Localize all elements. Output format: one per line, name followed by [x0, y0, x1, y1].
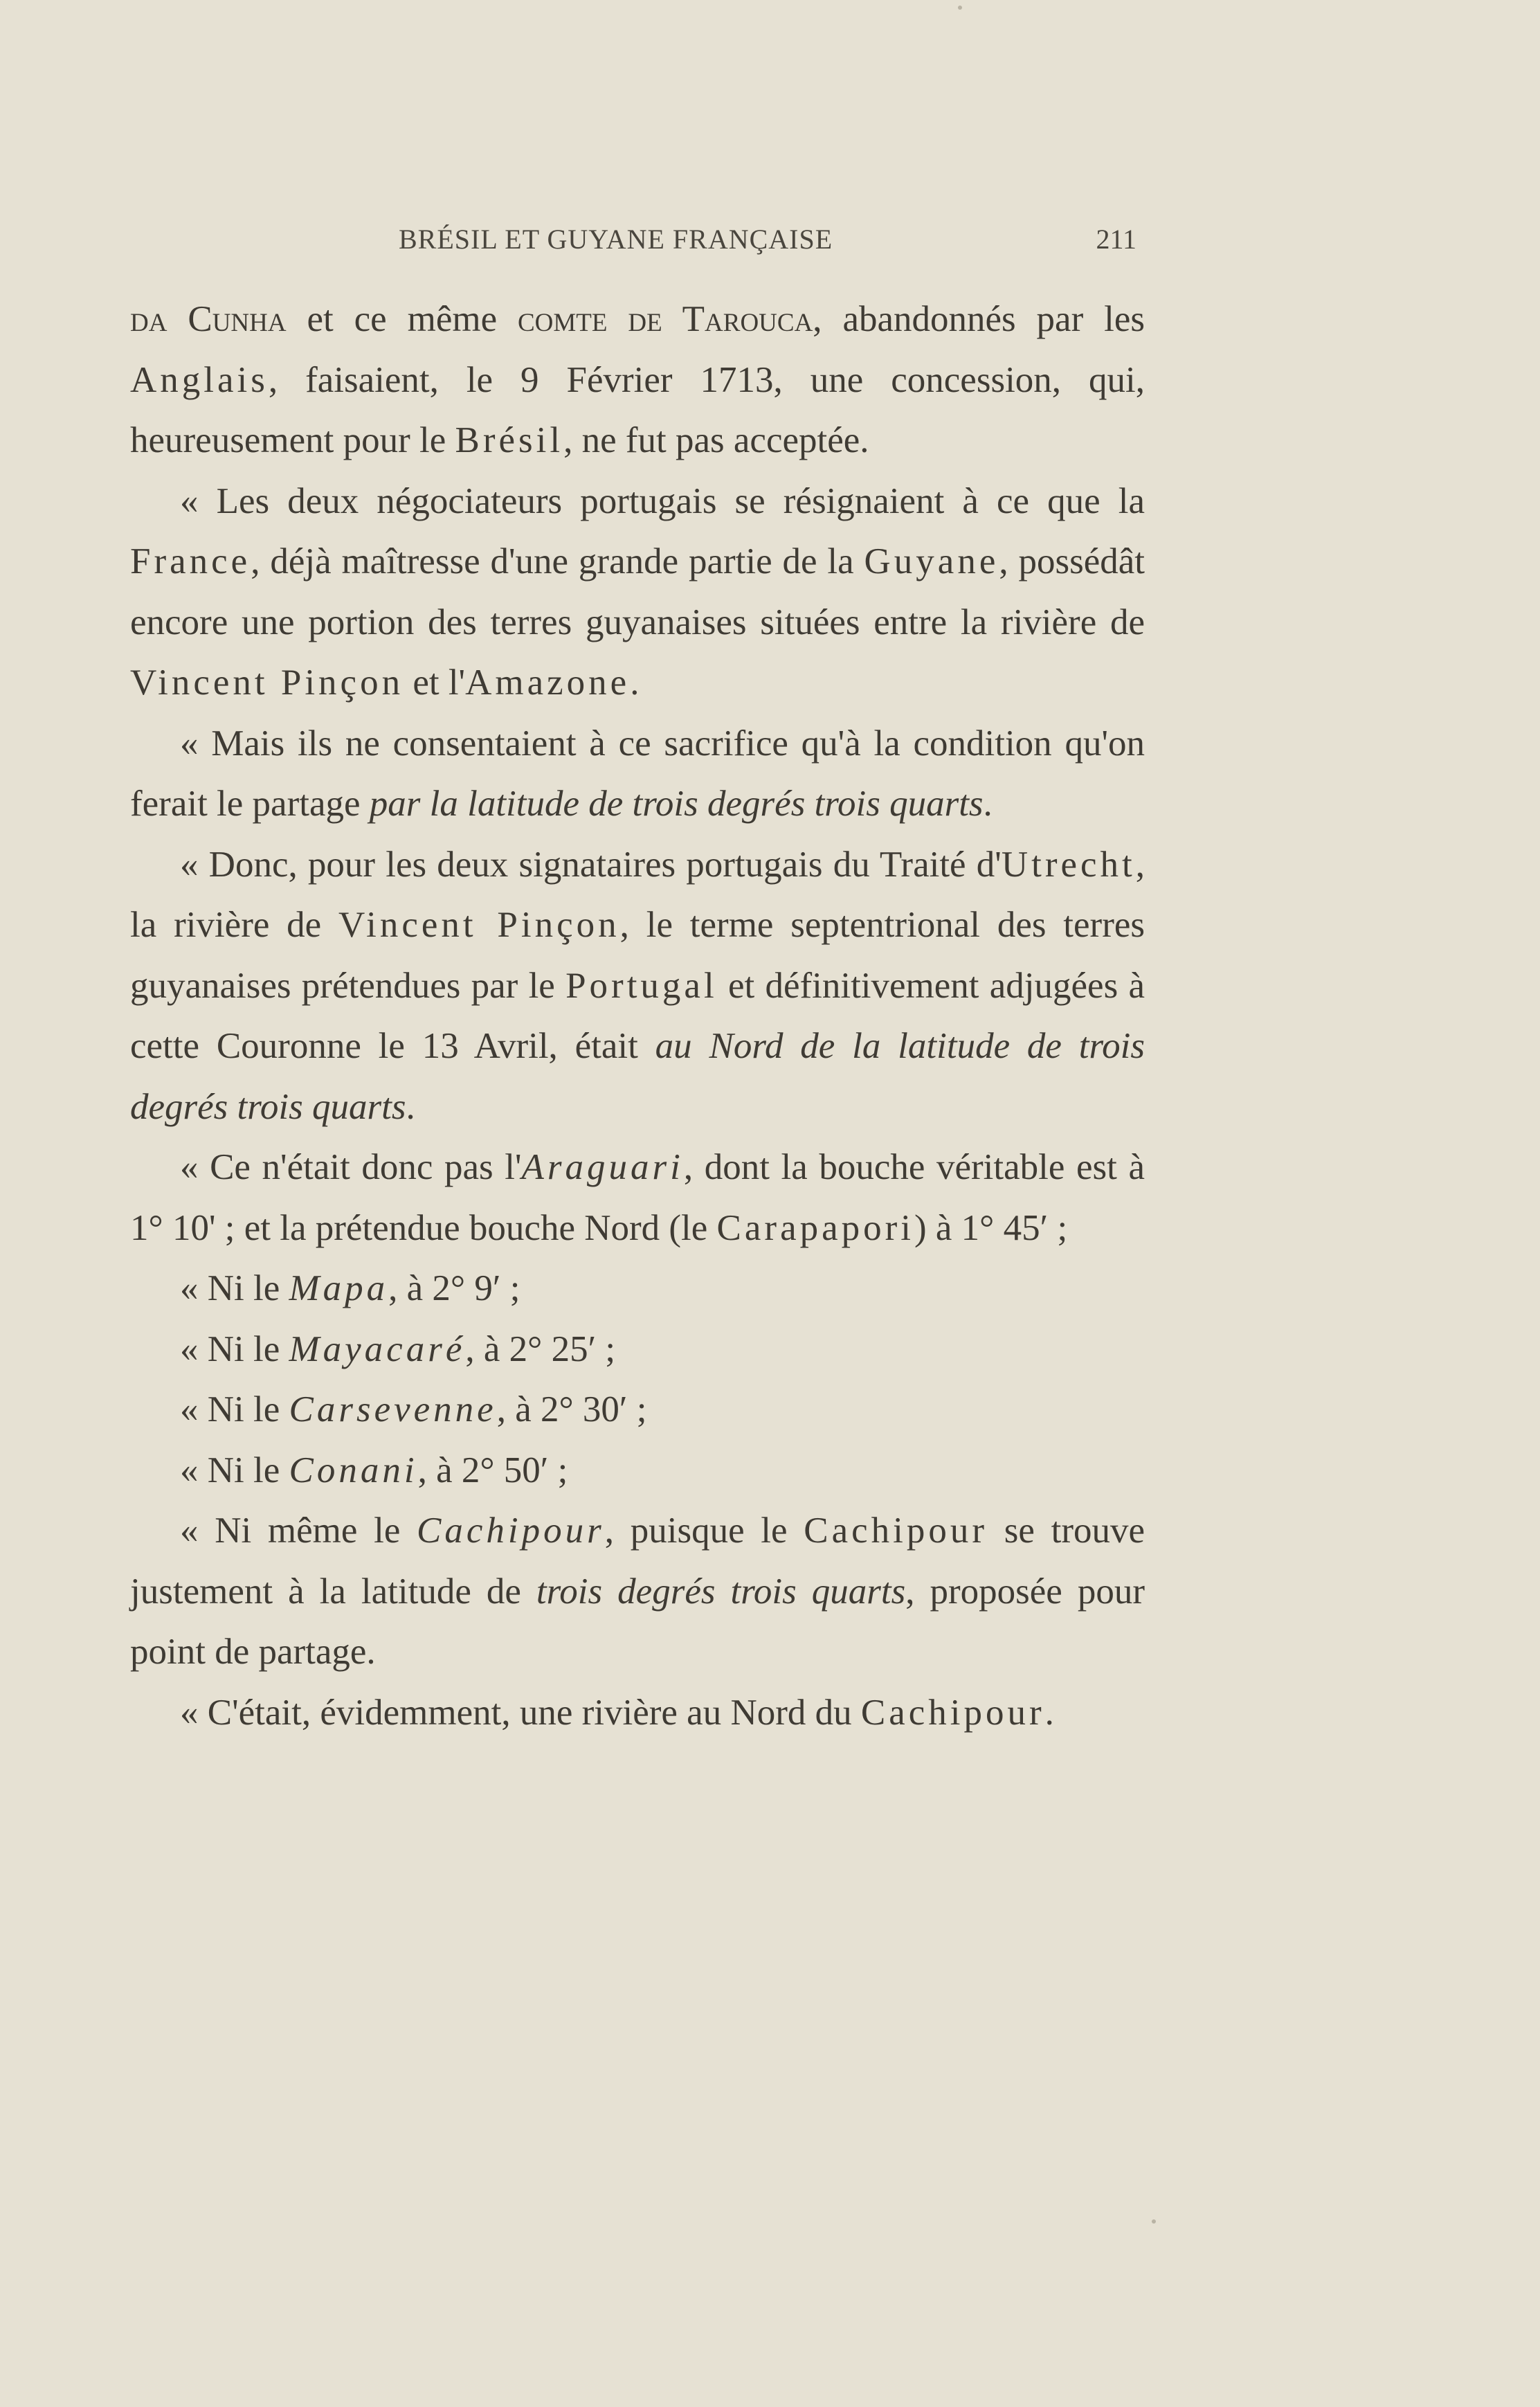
text-run: au Nord de la latitude de trois degrés trois quarts — [130, 1026, 1145, 1127]
text-run: et l' — [404, 662, 466, 703]
text-run: comte de Tarouca — [518, 299, 813, 339]
text-run: Araguari — [521, 1147, 684, 1187]
paper-speck — [1152, 2219, 1156, 2224]
text-run: « Ni le — [180, 1450, 289, 1490]
text-run: « Ni le — [180, 1328, 289, 1369]
text-run: , proposée pour point de partage. — [130, 1571, 1145, 1672]
text-run: Cachipour — [860, 1692, 1045, 1733]
text-run: Conani — [289, 1450, 418, 1490]
text-run: Amazone — [465, 662, 631, 703]
text-run: Vincent Pinçon — [130, 662, 404, 703]
paragraph — [130, 1319, 1145, 1380]
text-run: Mayacaré — [289, 1328, 466, 1369]
text-run: « Ni le — [180, 1389, 289, 1430]
text-run: « Les deux négociateurs portugais se résignaient à ce que la — [180, 480, 1145, 521]
text-run: Portugal — [565, 965, 718, 1006]
text-run: et ce même — [286, 299, 518, 339]
text-run: trois degrés trois quarts — [536, 1571, 906, 1612]
text-run: Cachipour — [804, 1511, 988, 1551]
text-run: , puisque le — [604, 1511, 804, 1551]
text-run: , dont la bouche véritable est à 1° 10' ; et la prétendue bouche Nord (le — [130, 1147, 1145, 1248]
paragraph — [130, 471, 1145, 714]
paragraph — [130, 1259, 1145, 1319]
text-run: . — [406, 1086, 415, 1127]
text-run: « Mais ils ne consentaient à ce sacrifice qu'à la condition qu'on ferait le partage — [130, 723, 1145, 824]
text-run: Brésil — [455, 420, 564, 460]
text-run: « Ni même le — [180, 1511, 417, 1551]
paragraph — [130, 1441, 1145, 1502]
text-run: , déjà maîtresse d'une grande partie de la — [251, 541, 864, 582]
paragraph — [130, 289, 1145, 471]
text-run: « C'était, évidemment, une rivière au Nord du — [180, 1692, 861, 1733]
text-run: , la rivière de — [130, 844, 1145, 945]
page-header — [399, 223, 1136, 264]
text-run: Cachipour — [417, 1511, 605, 1551]
text-run: et définitivement adjugées à cette Couronne le 13 Avril, était — [130, 965, 1145, 1066]
text-run: . — [630, 662, 640, 703]
text-run: « Ce n'était donc pas l' — [180, 1147, 522, 1187]
text-run: , à 2° 30′ ; — [496, 1389, 647, 1430]
text-run: , à 2° 25′ ; — [465, 1328, 616, 1369]
text-run: , abandonnés par les — [813, 299, 1145, 339]
text-run: Anglais — [130, 359, 269, 400]
text-run: , à 2° 9′ ; — [388, 1268, 520, 1308]
text-run: « Ni le — [180, 1268, 289, 1308]
paragraph — [130, 835, 1145, 1138]
text-run: . — [983, 784, 993, 824]
text-run: ) à 1° 45′ ; — [914, 1207, 1068, 1248]
text-run: , ne fut pas acceptée. — [563, 420, 869, 460]
text-run: Carsevenne — [289, 1389, 497, 1430]
text-run: , le terme septentrional des terres guyanaises prétendues par le — [130, 905, 1145, 1006]
paragraph — [130, 1137, 1145, 1259]
text-run: France — [130, 541, 251, 582]
text-run: Utrecht — [1001, 844, 1136, 885]
paragraph — [130, 714, 1145, 835]
text-run: . — [1044, 1692, 1054, 1733]
running-title: BRÉSIL ET GUYANE FRANÇAISE — [399, 224, 833, 255]
paragraph — [130, 1380, 1145, 1441]
paragraph — [130, 1683, 1145, 1744]
paragraph — [130, 1501, 1145, 1683]
text-run: Mapa — [289, 1268, 389, 1308]
text-run: da Cunha — [130, 299, 287, 339]
text-run: Carapapori — [716, 1207, 914, 1248]
paper-speck — [958, 6, 962, 10]
text-run: par la latitude de trois degrés trois quarts — [369, 784, 984, 824]
text-run: Vincent Pinçon — [338, 905, 620, 945]
body-text — [130, 289, 1145, 1743]
text-run: « Donc, pour les deux signataires portugais du Traité d' — [180, 844, 1002, 885]
text-run: , à 2° 50′ ; — [417, 1450, 568, 1490]
page-number: 211 — [1096, 224, 1136, 255]
text-run: Guyane — [864, 541, 999, 582]
text-run: , possédât encore une portion des terres guyanaises situées entre la rivière de — [130, 541, 1145, 642]
text-run: , faisaient, le 9 Février 1713, une concession, qui, heureusement pour le — [130, 359, 1145, 460]
text-run: se trouve justement à la latitude de — [130, 1511, 1145, 1612]
